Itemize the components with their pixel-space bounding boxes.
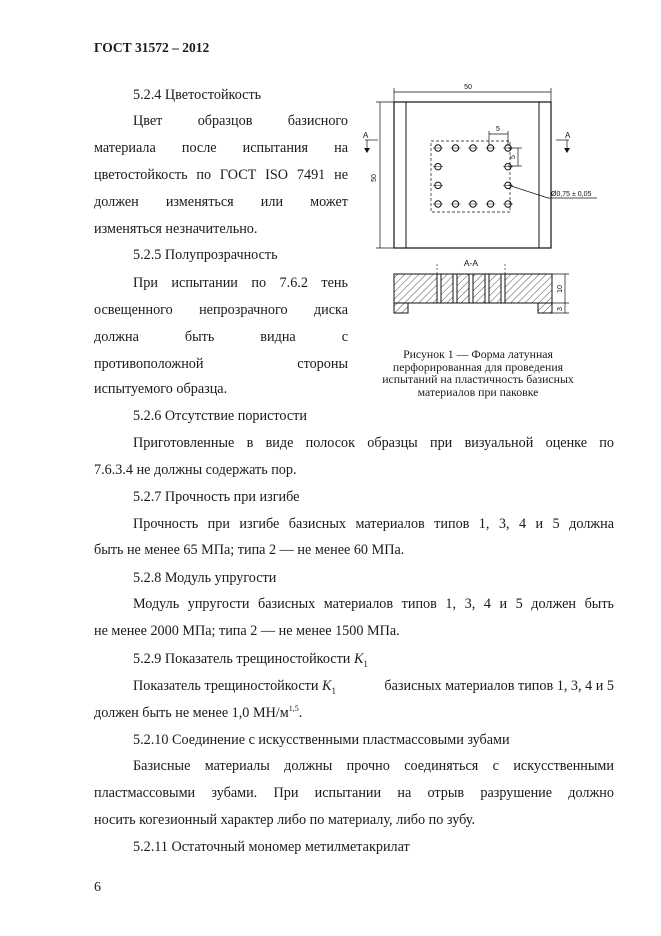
perforation-hole: [452, 145, 458, 151]
perforation-hole: [435, 182, 441, 188]
perforation-hole: [452, 201, 458, 207]
text-line: Базисные материалы должны прочно соединяться с искусственными: [133, 758, 614, 774]
perforation-holes: [433, 145, 513, 207]
text-line: Прочность при изгибе базисных материалов типов 1, 3, 4 и 5 должна: [133, 516, 614, 532]
section-title-5-2-10: 5.2.10 Соединение с искусственными пластмассовыми зубами: [133, 732, 510, 748]
dim-step-label: 3: [557, 307, 564, 311]
section-title-5-2-9: 5.2.9 Показатель трещиностойкости $K_1$: [133, 651, 368, 669]
perforation-hole: [505, 201, 511, 207]
text-line: изменяться незначительно.: [94, 221, 258, 237]
dim-height-label: 50: [371, 174, 378, 182]
perforation-hole: [470, 145, 476, 151]
perforation-hole: [505, 182, 511, 188]
section-arrows: [364, 148, 570, 153]
text-line: пластмассовыми зубами. При испытании на отрыв разрушение должно: [94, 785, 614, 801]
perforation-hole: [505, 145, 511, 151]
dim-width-label: 50: [464, 84, 472, 91]
text-line: должен изменяться или может: [94, 194, 348, 210]
perforation-hole: [487, 145, 493, 151]
text-line: При испытании по 7.6.2 тень: [133, 275, 348, 291]
perforation-hole: [435, 145, 441, 151]
section-dimensions: [552, 274, 569, 313]
text-line: должен быть не менее 1,0 $МН/м^{1,5}$.: [94, 704, 303, 721]
section-title-5-2-6: 5.2.6 Отсутствие пористости: [133, 408, 307, 424]
text-line: освещенного непрозрачного диска: [94, 302, 348, 318]
dimension-lines: [365, 88, 597, 248]
perforation-hole: [435, 163, 441, 169]
text-line: 7.6.3.4 не должны содержать пор.: [94, 462, 297, 478]
text-line: противоположной стороны: [94, 356, 348, 372]
plan-view: [394, 102, 551, 248]
page-number: 6: [94, 880, 101, 895]
dim-thickness-label: 10: [557, 285, 564, 293]
dim-pitch-label: 5: [496, 126, 500, 133]
section-title-5-2-4: 5.2.4 Цветостойкость: [133, 87, 262, 103]
text-line: материала после испытания на: [94, 140, 348, 156]
section-title-5-2-8: 5.2.8 Модуль упругости: [133, 570, 277, 586]
perforation-hole: [470, 201, 476, 207]
text-line: быть не менее 65 МПа; типа 2 — не менее 60 МПа.: [94, 542, 405, 558]
section-title-5-2-7: 5.2.7 Прочность при изгибе: [133, 489, 300, 505]
section-title-5-2-5: 5.2.5 Полупрозрачность: [133, 247, 278, 263]
dim-pitch-v-label: 5: [510, 155, 517, 159]
dimension-labels: [363, 84, 592, 311]
document-header: ГОСТ 31572 – 2012: [94, 40, 210, 55]
text-line: Показатель трещиностойкости $K_1$ базисных материалов типов 1, 3, 4 и 5: [133, 678, 614, 696]
text-line: Модуль упругости базисных материалов типов 1, 3, 4 и 5 должен быть: [133, 596, 614, 612]
text-line: Цвет образцов базисного: [133, 113, 348, 129]
section-title-5-2-11: 5.2.11 Остаточный мономер метилметакрилат: [133, 839, 410, 855]
text-line: должна быть видна с: [94, 329, 348, 345]
figure-caption: Рисунок 1 — Форма латунная перфорированная для проведения испытаний на пластичность базисных материалов при паковке: [382, 347, 574, 399]
perforation-hole: [505, 163, 511, 169]
text-line: носить когезионный характер либо по материалу, либо по зубу.: [94, 812, 476, 828]
section-mark-left: A: [363, 131, 369, 140]
section-mark-right: A: [565, 131, 571, 140]
dim-hole-label: Ø0,75 ± 0,05: [551, 191, 592, 198]
section-view: [394, 264, 552, 313]
text-line: цветостойкость по ГОСТ ISO 7491 не: [94, 167, 348, 183]
text-line: испытуемого образца.: [94, 381, 228, 397]
text-line: Приготовленные в виде полосок образцы при визуальной оценке по: [133, 435, 614, 451]
text-line: не менее 2000 МПа; типа 2 — не менее 1500 МПа.: [94, 623, 400, 639]
perforation-hole: [435, 201, 441, 207]
section-label: A-A: [463, 258, 479, 268]
perforation-hole: [487, 201, 493, 207]
